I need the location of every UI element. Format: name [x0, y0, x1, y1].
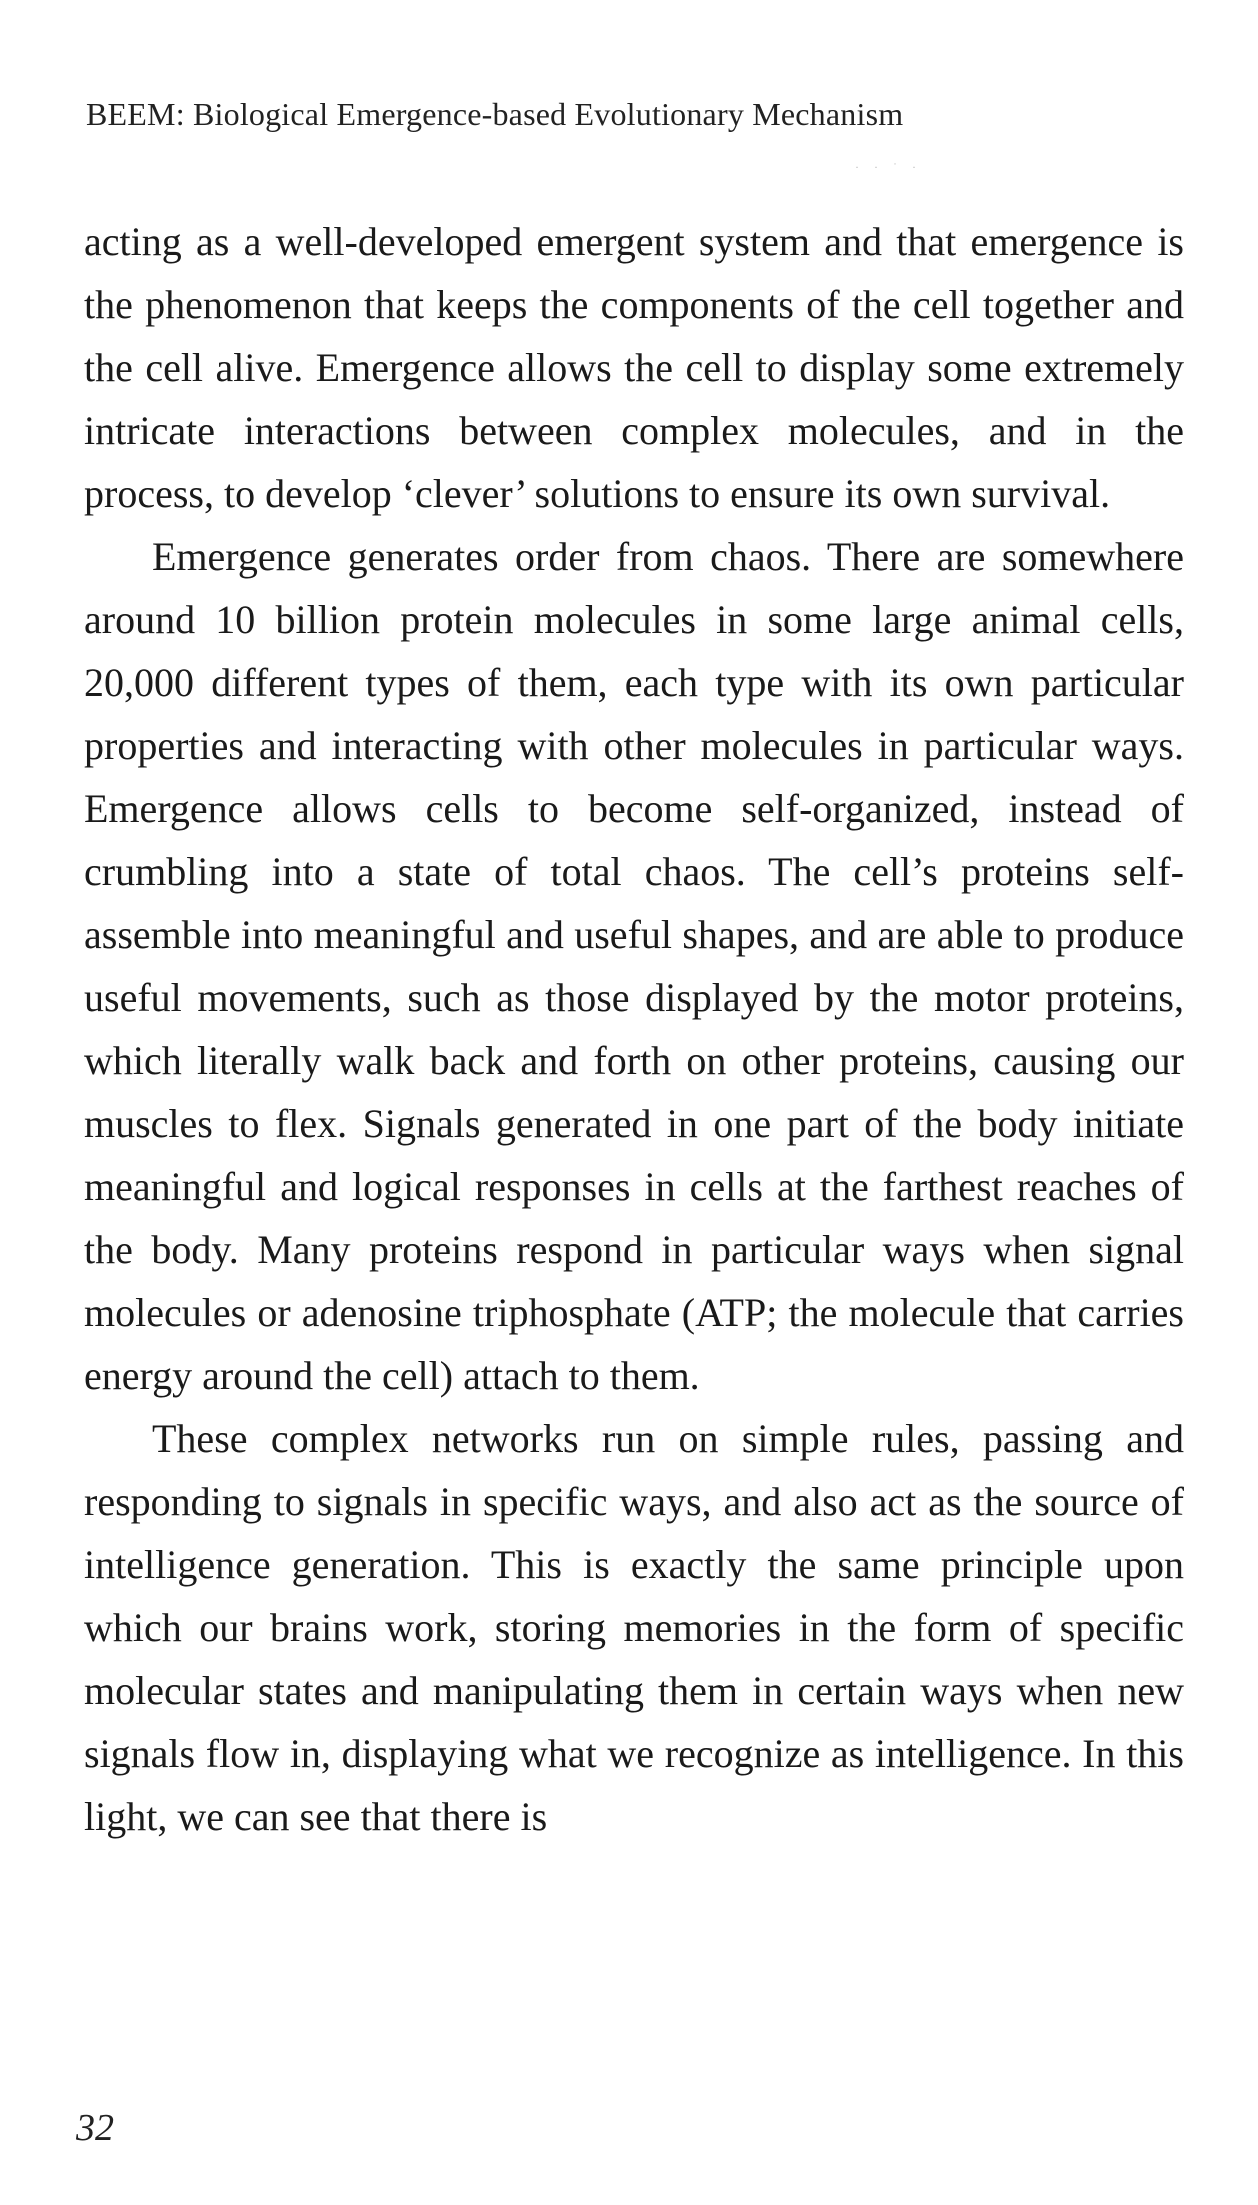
scan-artifact: · · ˙ · [855, 160, 922, 174]
paragraph-continuation: acting as a well-developed emergent system and that emergence is the phenomenon that keeps the components of the cell together and the cell alive. Emergence allows the cell to display some extremely intricate interactions between complex molecules, and in the process, to develop ‘clever’ solutions to ensure its own survival. [84, 219, 1184, 516]
running-header: BEEM: Biological Emergence-based Evolutionary Mechanism [86, 96, 904, 132]
body-text [84, 210, 1184, 1848]
paragraph-complex-networks: These complex networks run on simple rules, passing and responding to signals in specific ways, and also act as the source of intelligence generation. This is exactly the same principle upon which our brains work, storing memories in the form of specific molecular states and manipulating them in certain ways when new signals flow in, displaying what we recognize as intelligence. In this light, we can see that there is [84, 1416, 1184, 1839]
paragraph-emergence-order: Emergence generates order from chaos. There are somewhere around 10 billion protein molecules in some large animal cells, 20,000 different types of them, each type with its own particular properties and interacting with other molecules in particular ways. Emergence allows cells to become self-organized, instead of crumbling into a state of total chaos. The cell’s proteins self-assemble into meaningful and useful shapes, and are able to produce useful movements, such as those displayed by the motor proteins, which literally walk back and forth on other proteins, causing our muscles to flex. Signals generated in one part of the body initiate meaningful and logical responses in cells at the farthest reaches of the body. Many proteins respond in particular ways when signal molecules or adenosine triphosphate (ATP; the molecule that carries energy around the cell) attach to them. [84, 534, 1184, 1398]
page-number: 32 [76, 2107, 114, 2149]
